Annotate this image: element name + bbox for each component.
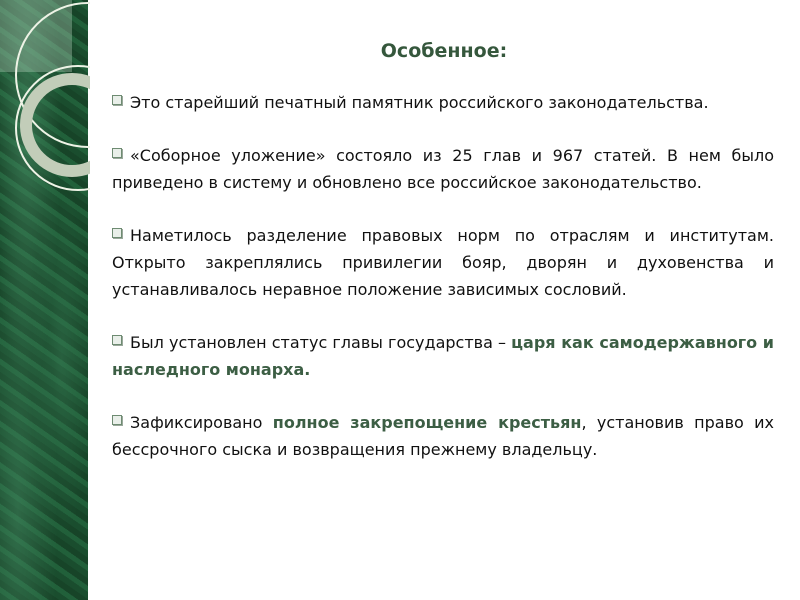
paragraph-text: Зафиксировано	[130, 413, 273, 433]
square-bullet-icon	[112, 95, 122, 105]
paragraph-3	[112, 223, 774, 303]
paragraph-5	[112, 410, 774, 463]
square-bullet-icon	[112, 148, 122, 158]
slide-title: Особенное:	[380, 40, 508, 62]
square-bullet-icon	[112, 228, 122, 238]
highlighted-text: полное закрепощение крестьян	[272, 413, 582, 433]
paragraph-text: Это старейший печатный памятник российского законодательства.	[130, 93, 709, 112]
paragraph-1	[112, 90, 774, 117]
paragraph-text: «Соборное уложение» состояло из 25 глав и 967 статей. В нем было приведено в систему и обновлено все российское законодательство.	[112, 146, 774, 193]
square-bullet-icon	[112, 335, 122, 345]
highlighted-text: царя как самодержавного и наследного монарха.	[112, 333, 774, 379]
paragraph-text: , установив право их бессрочного сыска и возвращения прежнему владельцу.	[112, 413, 774, 460]
paragraph-text: Наметилось разделение правовых норм по отраслям и институтам. Открыто закреплялись привилегии бояр, дворян и духовенства и устанавливалось неравное положение зависимых сословий.	[112, 226, 774, 299]
slide-content	[112, 90, 774, 490]
decorative-circles	[0, 0, 90, 600]
square-bullet-icon	[112, 415, 122, 425]
paragraph-4	[112, 330, 774, 383]
paragraph-text: Был установлен статус главы государства –	[130, 333, 512, 353]
paragraph-2	[112, 143, 774, 196]
